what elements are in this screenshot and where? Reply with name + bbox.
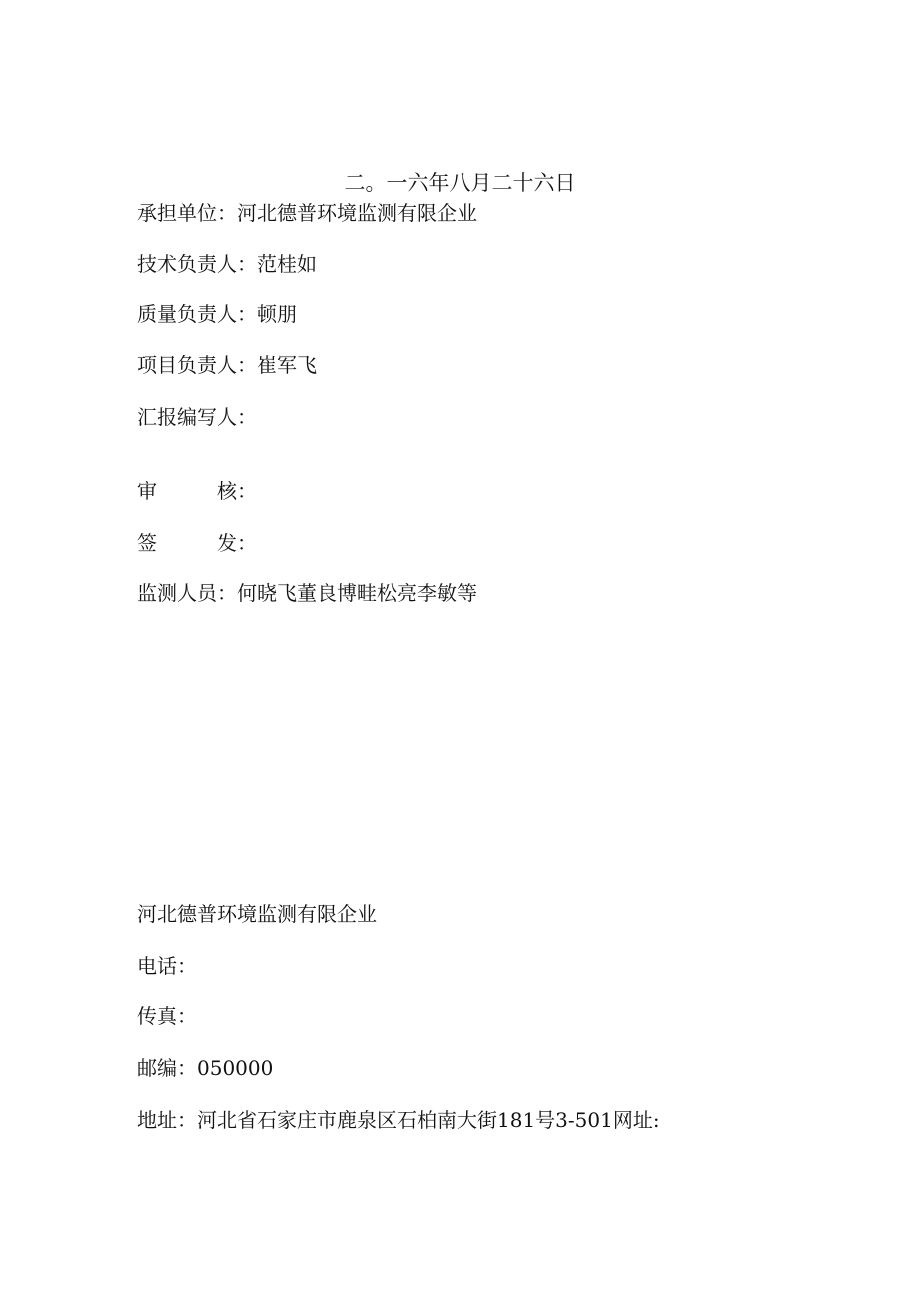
issuer-label-second: 发：: [217, 531, 257, 555]
company-name: 河北德普环境监测有限企业: [137, 902, 377, 926]
quality-lead: 质量负责人：顿朋: [137, 302, 297, 326]
undertaking-unit: 承担单位：河北德普环境监测有限企业: [137, 201, 477, 225]
phone-field: 电话：: [137, 954, 197, 978]
postcode-field: 邮编：050000: [137, 1056, 274, 1080]
report-date: 二。一六年八月二十六日: [344, 171, 576, 195]
reviewer-label-second: 核：: [217, 479, 257, 503]
report-writer: 汇报编写人：: [137, 405, 257, 429]
monitoring-staff: 监测人员：何晓飞董良博畦松亮李敏等: [137, 581, 477, 605]
issuer-line: [137, 530, 257, 556]
address-field: 地址：河北省石家庄市鹿泉区石柏南大街181号3-501网址:: [137, 1108, 660, 1132]
technical-lead: 技术负责人：范桂如: [137, 252, 317, 276]
project-lead: 项目负责人：崔军飞: [137, 353, 317, 377]
reviewer-label-first: 审: [137, 479, 157, 503]
reviewer-line: [137, 478, 257, 504]
fax-field: 传真：: [137, 1004, 197, 1028]
issuer-label-first: 签: [137, 531, 157, 555]
